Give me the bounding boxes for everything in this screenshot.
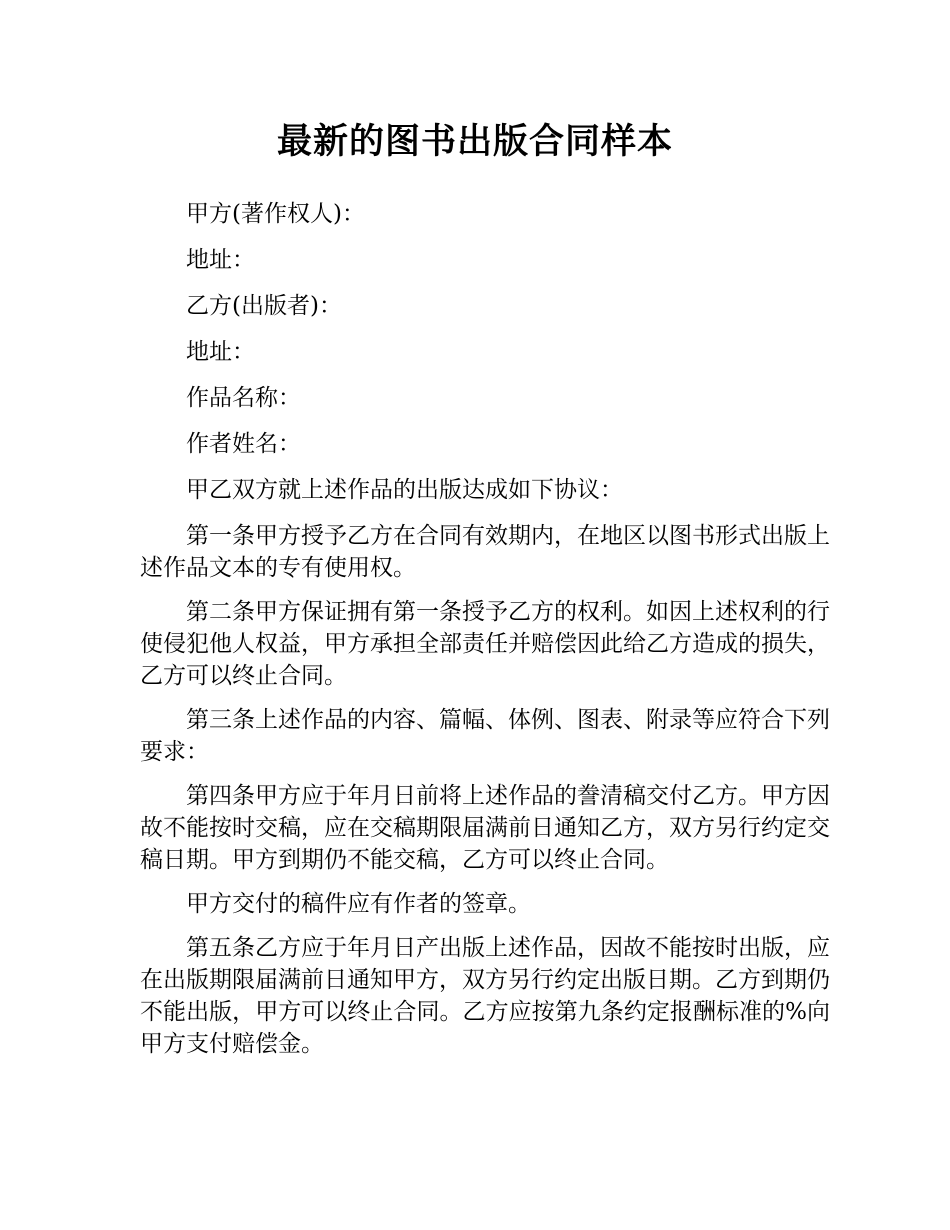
article-3: 第三条上述作品的内容、篇幅、体例、图表、附录等应符合下列要求：: [140, 707, 830, 765]
article-5: 第五条乙方应于年月日产出版上述作品，因故不能按时出版，应在出版期限届满前日通知甲方，双方另行约定出版日期。乙方到期仍不能出版，甲方可以终止合同。乙方应按第九条约定报酬标准的%向甲方支付赔偿金。: [140, 935, 830, 1057]
party-a-line: 甲方(著作权人)：: [186, 201, 365, 227]
signature-note: 甲方交付的稿件应有作者的签章。: [186, 891, 531, 917]
party-a-address-line: 地址：: [186, 247, 255, 273]
article-1: 第一条甲方授予乙方在合同有效期内，在地区以图书形式出版上述作品文本的专有使用权。: [140, 523, 830, 581]
agreement-intro: 甲乙双方就上述作品的出版达成如下协议：: [186, 477, 623, 503]
article-2: 第二条甲方保证拥有第一条授予乙方的权利。如因上述权利的行使侵犯他人权益，甲方承担全部责任并赔偿因此给乙方造成的损失，乙方可以终止合同。: [140, 599, 830, 689]
article-4: 第四条甲方应于年月日前将上述作品的誊清稿交付乙方。甲方因故不能按时交稿，应在交稿期限届满前日通知乙方，双方另行约定交稿日期。甲方到期仍不能交稿，乙方可以终止合同。: [140, 783, 830, 873]
document-body: [140, 198, 830, 1072]
author-name-line: 作者姓名：: [186, 431, 301, 457]
document-title: 最新的图书出版合同样本: [276, 122, 673, 162]
work-title-line: 作品名称：: [186, 385, 301, 411]
party-b-line: 乙方(出版者)：: [186, 293, 342, 319]
party-b-address-line: 地址：: [186, 339, 255, 365]
